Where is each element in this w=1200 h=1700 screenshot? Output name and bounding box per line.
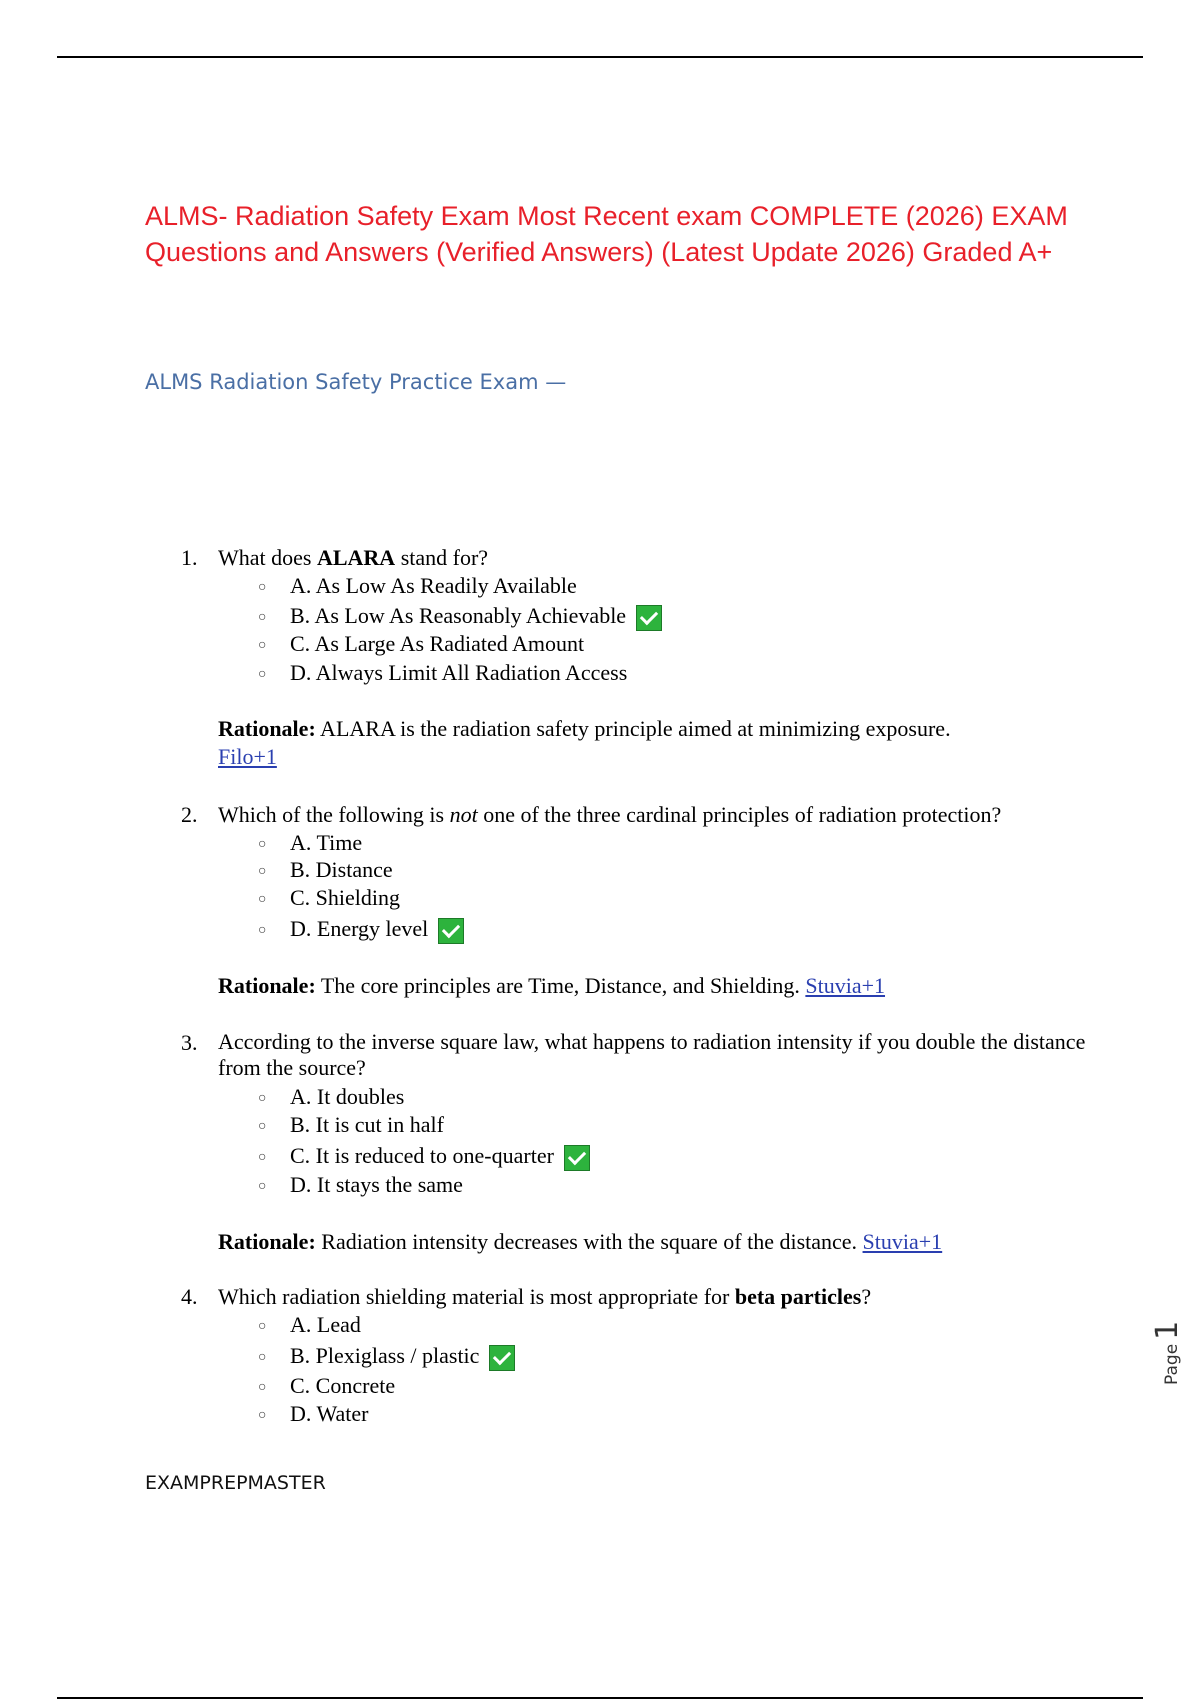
rationale-label: Rationale:	[218, 973, 316, 998]
bullet-icon: ○	[258, 1349, 267, 1365]
question-text: According to the inverse square law, what happens to radiation intensity if you double the distance from the source?	[218, 1029, 1086, 1080]
option-label: C. It is reduced to one-quarter	[290, 1143, 554, 1168]
option-a	[258, 1311, 361, 1341]
option-c	[258, 1142, 590, 1172]
bullet-icon: ○	[258, 922, 267, 938]
question-text	[218, 1283, 1098, 1310]
option-b	[258, 1111, 444, 1141]
source-link[interactable]: Stuvia+1	[862, 1229, 943, 1254]
question-text-part: Which of the following is	[218, 802, 450, 827]
bullet-icon: ○	[258, 579, 267, 595]
option-a	[258, 1083, 404, 1113]
page-label: Page	[1162, 1343, 1182, 1385]
bullet-icon: ○	[258, 1178, 267, 1194]
option-label: A. It doubles	[290, 1084, 405, 1109]
question-text-part: Which radiation shielding material is most appropriate for	[218, 1284, 735, 1309]
bullet-icon: ○	[258, 1407, 267, 1423]
question-text-part: What does	[218, 545, 317, 570]
source-link[interactable]: Stuvia+1	[805, 973, 886, 998]
rationale	[218, 715, 1098, 771]
bullet-icon: ○	[258, 863, 267, 879]
option-c	[258, 630, 584, 660]
question-number: 1.	[181, 545, 198, 570]
header-rule	[57, 56, 1143, 58]
question-text	[218, 801, 1098, 828]
option-a	[258, 829, 362, 859]
option-label: A. Time	[290, 830, 363, 855]
option-a	[258, 572, 577, 602]
bullet-icon: ○	[258, 1379, 267, 1395]
bullet-icon: ○	[258, 836, 267, 852]
checkmark-icon	[438, 918, 464, 944]
page-number-marker	[1150, 1321, 1185, 1385]
bullet-icon: ○	[258, 666, 267, 682]
bullet-icon: ○	[258, 1318, 267, 1334]
option-c	[258, 1372, 395, 1402]
option-c	[258, 884, 400, 914]
bullet-icon: ○	[258, 1118, 267, 1134]
checkmark-icon	[636, 605, 662, 631]
option-b	[258, 1342, 515, 1372]
option-d	[258, 659, 627, 689]
document-title: ALMS- Radiation Safety Exam Most Recent exam COMPLETE (2026) EXAM Questions and Answers (Verified Answers) (Latest Update 2026) Graded A+	[145, 201, 1068, 267]
question-number: 4.	[181, 1284, 198, 1309]
footer-rule	[57, 1697, 1143, 1699]
option-label: B. Plexiglass / plastic	[290, 1343, 480, 1368]
question-number: 2.	[181, 802, 198, 827]
rationale-text: The core principles are Time, Distance, and Shielding.	[315, 973, 806, 998]
option-label: B. As Low As Reasonably Achievable	[290, 603, 627, 628]
option-label: D. Water	[290, 1401, 369, 1426]
question-text	[218, 544, 1098, 571]
rationale	[218, 1228, 1098, 1256]
rationale	[218, 972, 1098, 1000]
checkmark-icon	[564, 1145, 590, 1171]
bullet-icon: ○	[258, 891, 267, 907]
option-label: C. Shielding	[290, 885, 401, 910]
option-label: D. It stays the same	[290, 1172, 463, 1197]
footer-brand: EXAMPREPMASTER	[145, 1472, 326, 1494]
option-label: A. As Low As Readily Available	[290, 573, 577, 598]
rationale-label: Rationale:	[218, 1229, 316, 1254]
rationale-text: ALARA is the radiation safety principle aimed at minimizing exposure.	[315, 716, 951, 741]
question-text-part: one of the three cardinal principles of radiation protection?	[477, 802, 1002, 827]
bullet-icon: ○	[258, 1149, 267, 1165]
option-label: B. It is cut in half	[290, 1112, 444, 1137]
question-text-part: ?	[861, 1284, 872, 1309]
option-d	[258, 1171, 463, 1201]
rationale-label: Rationale:	[218, 716, 316, 741]
question-text-italic: not	[449, 802, 478, 827]
option-label: D. Always Limit All Radiation Access	[290, 660, 628, 685]
option-label: D. Energy level	[290, 916, 429, 941]
bullet-icon: ○	[258, 637, 267, 653]
option-label: C. As Large As Radiated Amount	[290, 631, 585, 656]
option-d	[258, 915, 464, 945]
bullet-icon: ○	[258, 1090, 267, 1106]
page-number: 1	[1150, 1320, 1185, 1340]
bullet-icon: ○	[258, 609, 267, 625]
question-text-part: stand for?	[395, 545, 489, 570]
document-subtitle: ALMS Radiation Safety Practice Exam —	[145, 370, 567, 394]
checkmark-icon	[489, 1345, 515, 1371]
question-text-bold: ALARA	[316, 545, 396, 570]
rationale-text: Radiation intensity decreases with the square of the distance.	[315, 1229, 863, 1254]
question-text-bold: beta particles	[734, 1284, 862, 1309]
option-d	[258, 1400, 368, 1430]
option-label: C. Concrete	[290, 1373, 396, 1398]
option-b	[258, 602, 662, 632]
source-link[interactable]: Filo+1	[218, 744, 277, 769]
option-label: A. Lead	[290, 1312, 361, 1337]
option-b	[258, 856, 393, 886]
question-number: 3.	[181, 1030, 198, 1055]
option-label: B. Distance	[290, 857, 393, 882]
